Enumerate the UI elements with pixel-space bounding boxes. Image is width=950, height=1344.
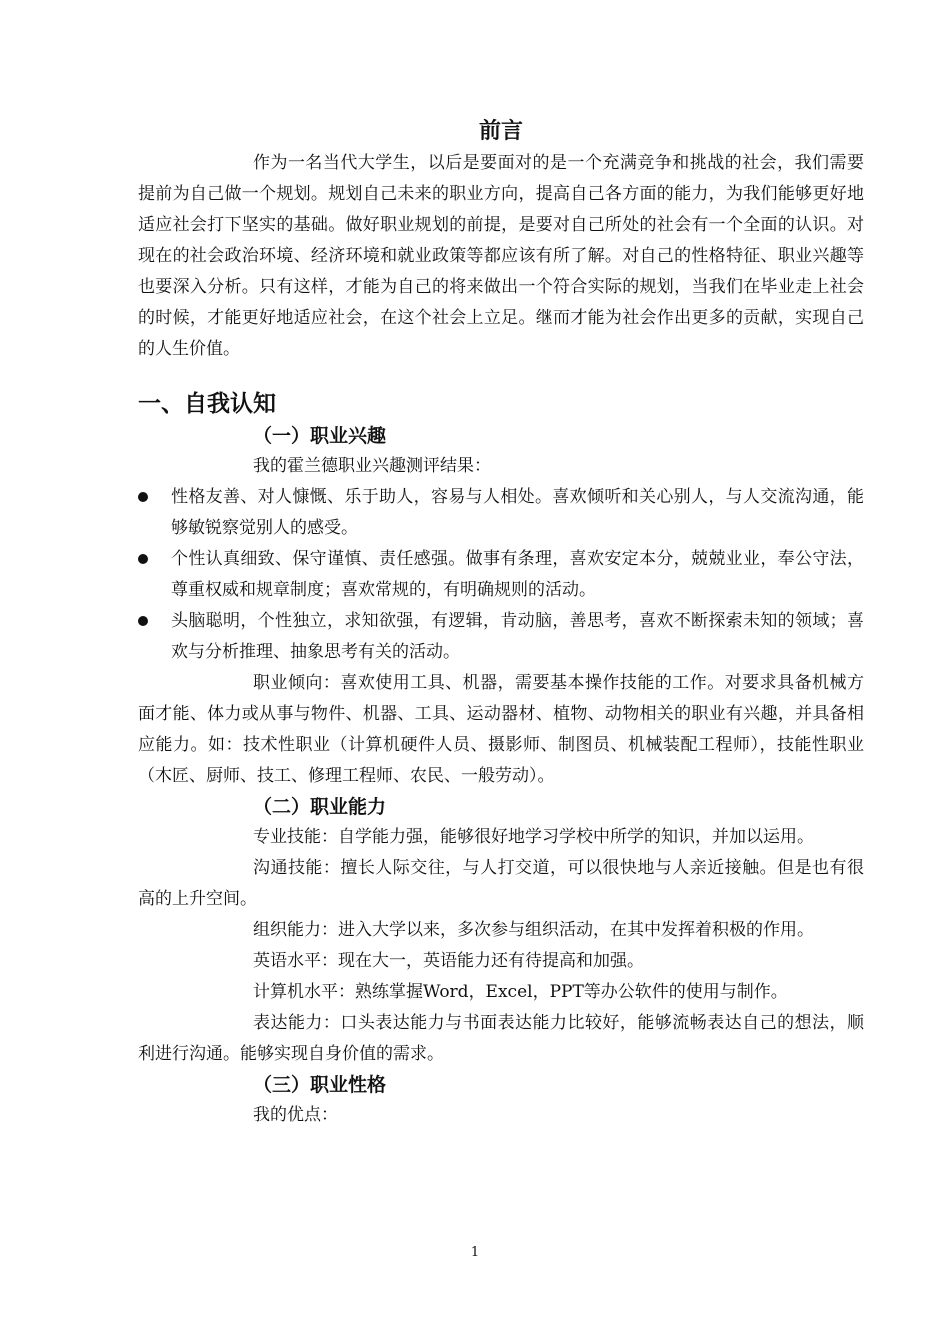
bullet-dot-icon xyxy=(138,492,148,502)
bullet-dot-icon xyxy=(138,554,148,564)
list-item xyxy=(138,482,864,544)
ability-expression: 表达能力：口头表达能力与书面表达能力比较好，能够流畅表达自己的想法，顺利进行沟通。能够实现自身价值的需求。 xyxy=(138,1013,864,1064)
ability-computer-level: 计算机水平：熟练掌握Word，Excel，PPT等办公软件的使用与制作。 xyxy=(253,982,788,1002)
bullet-text: 头脑聪明，个性独立，求知欲强，有逻辑，肯动脑，善思考，喜欢不断探索未知的领域；喜欢与分析推理、抽象思考有关的活动。 xyxy=(171,611,864,662)
ability-english-level: 英语水平：现在大一，英语能力还有待提高和加强。 xyxy=(253,951,644,971)
list-item xyxy=(138,606,864,668)
strengths-intro: 我的优点： xyxy=(253,1105,338,1125)
section-heading-self-awareness: 一、自我认知 xyxy=(138,391,276,417)
ability-professional-skills: 专业技能：自学能力强，能够很好地学习学校中所学的知识，并加以运用。 xyxy=(253,827,814,847)
page-content xyxy=(138,116,864,1131)
subsection-heading-career-ability: （二）职业能力 xyxy=(253,796,387,818)
document-title: 前言 xyxy=(478,119,523,144)
ability-communication-skills: 沟通技能：擅长人际交往，与人打交道，可以很快地与人亲近接触。但是也有很高的上升空间。 xyxy=(138,858,864,909)
preface-paragraph: 作为一名当代大学生，以后是要面对的是一个充满竞争和挑战的社会，我们需要提前为自己做一个规划。规划自己未来的职业方向，提高自己各方面的能力，为我们能够更好地适应社会打下坚实的基础。做好职业规划的前提，是要对自己所处的社会有一个全面的认识。对现在的社会政治环境、经济环境和就业政策等都应该有所了解。对自己的性格特征、职业兴趣等也要深入分析。只有这样，才能为自己的将来做出一个符合实际的规划，当我们在毕业走上社会的时候，才能更好地适应社会，在这个社会上立足。继而才能为社会作出更多的贡献，实现自己的人生价值。 xyxy=(138,153,864,359)
holland-test-intro: 我的霍兰德职业兴趣测评结果： xyxy=(253,456,491,476)
list-item xyxy=(138,544,864,606)
bullet-text: 个性认真细致、保守谨慎、责任感强。做事有条理，喜欢安定本分，兢兢业业，奉公守法，尊重权威和规章制度；喜欢常规的，有明确规则的活动。 xyxy=(171,549,864,600)
ability-organization: 组织能力：进入大学以来，多次参与组织活动，在其中发挥着积极的作用。 xyxy=(253,920,814,940)
page-number: 1 xyxy=(470,1245,480,1260)
subsection-heading-career-personality: （三）职业性格 xyxy=(253,1074,387,1096)
bullet-text: 性格友善、对人慷慨、乐于助人，容易与人相处。喜欢倾听和关心别人，与人交流沟通，能够敏锐察觉别人的感受。 xyxy=(171,487,864,538)
bullet-dot-icon xyxy=(138,616,148,626)
career-tendency-paragraph: 职业倾向：喜欢使用工具、机器，需要基本操作技能的工作。对要求具备机械方面才能、体力或从事与物件、机器、工具、运动器材、植物、动物相关的职业有兴趣，并具备相应能力。如：技术性职业（计算机硬件人员、摄影师、制图员、机械装配工程师），技能性职业（木匠、厨师、技工、修理工程师、农民、一般劳动）。 xyxy=(138,673,864,786)
interest-bullet-list xyxy=(138,482,864,668)
subsection-heading-career-interest: （一）职业兴趣 xyxy=(253,425,387,447)
